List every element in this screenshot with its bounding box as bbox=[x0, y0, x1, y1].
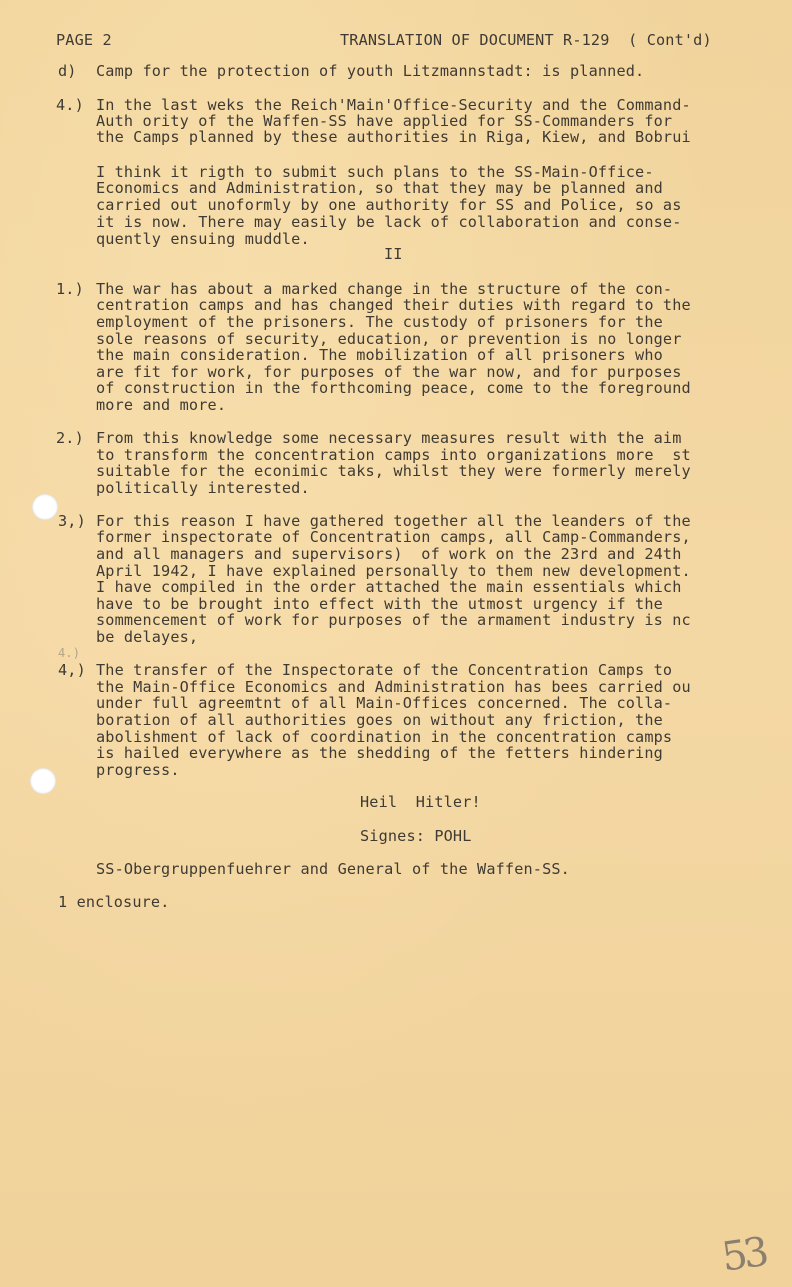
item-3-line: For this reason I have gathered together all the leanders of the bbox=[96, 513, 691, 530]
item-1-line: employment of the prisoners. The custody of prisoners for the bbox=[96, 314, 663, 331]
signature-line: Signes: POHL bbox=[360, 828, 472, 845]
item-1-line: more and more. bbox=[96, 397, 227, 414]
item-3-line: sommencement of work for purposes of the armament industry is nc bbox=[96, 612, 691, 629]
salutation: Heil Hitler! bbox=[360, 794, 481, 811]
think-paragraph-line: it is now. There may easily be lack of collaboration and conse- bbox=[96, 214, 682, 231]
item-4a-line: In the last weks the Reich'Main'Office-Security and the Command- bbox=[96, 97, 691, 114]
item-4a-line: Auth ority of the Waffen-SS have applied for SS-Commanders for bbox=[96, 113, 673, 130]
item-4a-marker: 4.) bbox=[56, 97, 84, 114]
think-paragraph-line: carried out unoformly by one authority for SS and Police, so as bbox=[96, 197, 682, 214]
item-4b-line: the Main-Office Economics and Administration has bees carried ou bbox=[96, 679, 691, 696]
item-2-marker: 2.) bbox=[56, 430, 84, 447]
item-4b-marker: 4,) bbox=[58, 662, 86, 679]
item-1-line: are fit for work, for purposes of the war now, and for purposes bbox=[96, 364, 682, 381]
think-paragraph-line: Economics and Administration, so that they may be planned and bbox=[96, 180, 663, 197]
document-title: TRANSLATION OF DOCUMENT R-129 ( Cont'd) bbox=[340, 32, 712, 49]
item-2-line: From this knowledge some necessary measures result with the aim bbox=[96, 430, 682, 447]
enclosure-note: 1 enclosure. bbox=[58, 894, 170, 911]
section-heading: II bbox=[384, 246, 403, 263]
think-paragraph-line: quently ensuing muddle. bbox=[96, 231, 310, 248]
item-4b-faint-marker: 4.) bbox=[58, 646, 81, 660]
handwritten-page-number: 53 bbox=[719, 1229, 768, 1281]
item-4b-line: The transfer of the Inspectorate of the Concentration Camps to bbox=[96, 662, 673, 679]
item-1-line: the main consideration. The mobilization of all prisoners who bbox=[96, 347, 663, 364]
item-2-line: to transform the concentration camps into organizations more st bbox=[96, 447, 691, 464]
item-4b-line: boration of all authorities goes on without any friction, the bbox=[96, 712, 663, 729]
item-1-line: sole reasons of security, education, or prevention is no longer bbox=[96, 331, 682, 348]
item-4b-line: abolishment of lack of coordination in the concentration camps bbox=[96, 729, 673, 746]
punch-hole bbox=[32, 494, 58, 520]
item-2-line: politically interested. bbox=[96, 480, 310, 497]
item-3-line: and all managers and supervisors) of work on the 23rd and 24th bbox=[96, 546, 682, 563]
item-3-line: April 1942, I have explained personally to them new development. bbox=[96, 563, 691, 580]
item-d-marker: d) bbox=[58, 63, 77, 80]
item-4b-line: under full agreemtnt of all Main-Offices concerned. The colla- bbox=[96, 695, 673, 712]
signatory-rank: SS-Obergruppenfuehrer and General of the Waffen-SS. bbox=[96, 861, 570, 878]
item-4a-line: the Camps planned by these authorities in Riga, Kiew, and Bobrui bbox=[96, 129, 691, 146]
item-4b-line: is hailed everywhere as the shedding of the fetters hindering bbox=[96, 745, 663, 762]
think-paragraph-line: I think it rigth to submit such plans to the SS-Main-Office- bbox=[96, 164, 654, 181]
punch-hole bbox=[30, 768, 56, 794]
item-d-text: Camp for the protection of youth Litzmannstadt: is planned. bbox=[96, 63, 645, 80]
item-4b-line: progress. bbox=[96, 762, 180, 779]
item-2-line: suitable for the econimic taks, whilst they were formerly merely bbox=[96, 463, 691, 480]
item-3-line: have to be brought into effect with the utmost urgency if the bbox=[96, 596, 663, 613]
item-3-line: be delayes, bbox=[96, 629, 199, 646]
item-3-marker: 3,) bbox=[58, 513, 86, 530]
item-1-line: centration camps and has changed their duties with regard to the bbox=[96, 297, 691, 314]
item-3-line: I have compiled in the order attached the main essentials which bbox=[96, 579, 682, 596]
item-1-line: of construction in the forthcoming peace, come to the foreground bbox=[96, 380, 691, 397]
item-1-line: The war has about a marked change in the structure of the con- bbox=[96, 281, 673, 298]
item-3-line: former inspectorate of Concentration camps, all Camp-Commanders, bbox=[96, 529, 691, 546]
page-label: PAGE 2 bbox=[56, 32, 112, 49]
item-1-marker: 1.) bbox=[56, 281, 84, 298]
